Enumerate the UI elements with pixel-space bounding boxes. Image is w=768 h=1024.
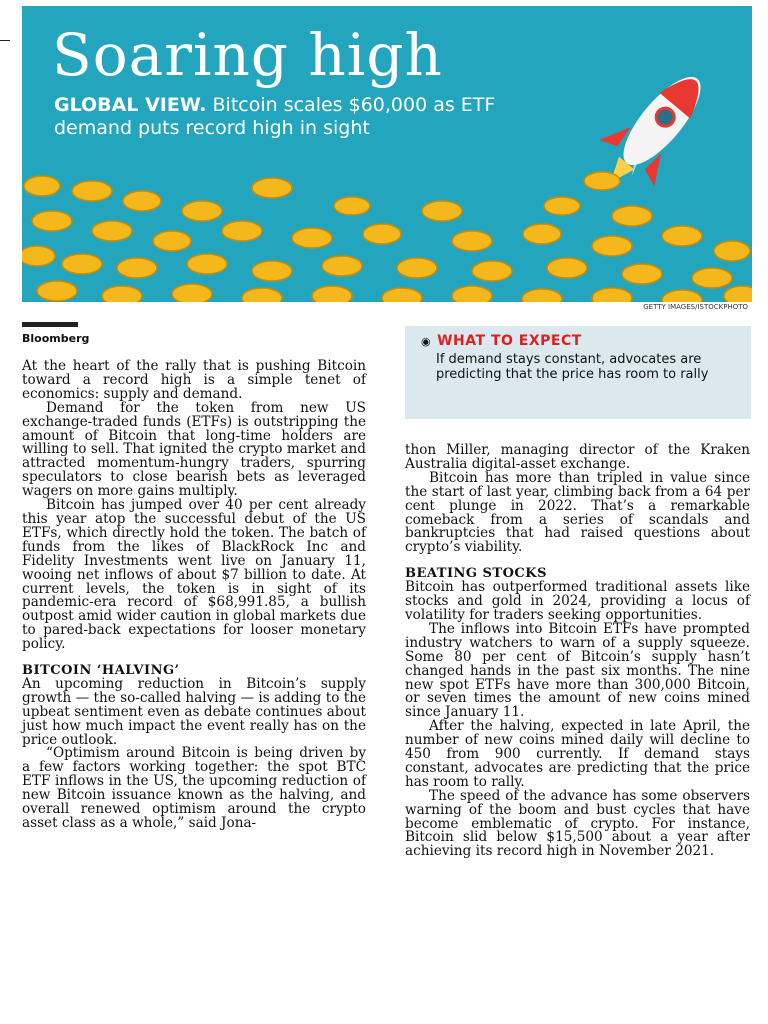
- what-to-expect-text: If demand stays constant, advocates are predicting that the price has room to rally: [436, 352, 709, 382]
- headline: Soaring high: [52, 21, 443, 89]
- deck-kicker: GLOBAL VIEW.: [54, 94, 207, 116]
- subhead-halving: BITCOIN ‘HALVING’: [22, 663, 180, 679]
- article-column-1: [22, 360, 366, 831]
- what-to-expect-title: [421, 333, 582, 349]
- deck-text: Bitcoin scales $60,000 as ETF demand puts record high in sight: [54, 94, 496, 139]
- paragraph: Demand for the token from new US exchange-traded funds (ETFs) is outstripping the amount of Bitcoin that long-time holders are willing to sell. That ignited the crypto market and attracted momentum-hungry traders, spurring speculators to close bearish bets as leveraged wagers on more gains multiply.: [22, 399, 366, 500]
- page-edge-mark: [0, 40, 10, 41]
- paragraph: After the halving, expected in late April, the number of new coins mined daily will decline to 450 from 900 currently. If demand stays constant, advocates are predicting that the price has room to rally.: [405, 718, 750, 790]
- hero-banner: [22, 6, 752, 302]
- what-to-expect-label: WHAT TO EXPECT: [437, 333, 582, 349]
- subhead-beating-stocks: BEATING STOCKS: [405, 566, 547, 582]
- what-to-expect-box: [405, 326, 751, 419]
- paragraph: The inflows into Bitcoin ETFs have prompted industry watchers to warn of a supply squeeze. Some 80 per cent of Bitcoin’s supply hasn’t changed hands in the past six months. The nine new spot ETFs have more than 300,000 Bitcoin, or seven times the amount of new coins mined since January 11.: [405, 620, 750, 721]
- paragraph: Bitcoin has outperformed traditional assets like stocks and gold in 2024, providing a locus of volatility for traders seeking opportunities.: [405, 579, 750, 623]
- byline-rule: [22, 322, 78, 327]
- deck: [54, 94, 524, 140]
- paragraph: At the heart of the rally that is pushing Bitcoin toward a record high is a simple tenet of economics: supply and demand.: [22, 358, 366, 402]
- bullet-icon: ◉: [421, 335, 432, 348]
- paragraph: Bitcoin has more than tripled in value since the start of last year, climbing back from a 64 per cent plunge in 2022. That’s a remarkable comeback from a series of scandals and bankruptcies that had raised questions about crypto’s viability.: [405, 469, 750, 556]
- paragraph: Bitcoin has jumped over 40 per cent already this year atop the successful debut of the US ETFs, which directly hold the token. The batch of funds from the likes of BlackRock Inc and Fidelity Investments went live on January 11, wooing net inflows of about $7 billion to date. At current levels, the token is in sight of its pandemic-era record of $68,991.85, a bullish outpost amid wider caution in global markets due to pared-back expectations for looser monetary policy.: [22, 497, 366, 653]
- paragraph: The speed of the advance has some observers warning of the boom and bust cycles that have become emblematic of crypto. For instance, Bitcoin slid below $15,500 about a year after achieving its record high in November 2021.: [405, 787, 750, 860]
- paragraph: “Optimism around Bitcoin is being driven by a few factors working together: the spot BTC ETF inflows in the US, the upcoming reduction of new Bitcoin issuance known as the halving, and overall renewed optimism around the crypto asset class as a whole,” said Jona-: [22, 745, 366, 831]
- byline: Bloomberg: [22, 332, 90, 345]
- article-column-2: [405, 444, 750, 859]
- paragraph: thon Miller, managing director of the Kraken Australia digital-asset exchange.: [405, 442, 750, 472]
- photo-credit: GETTY IMAGES/ISTOCKPHOTO: [643, 303, 748, 311]
- paragraph: An upcoming reduction in Bitcoin’s supply growth — the so-called halving — is adding to the upbeat sentiment even as debate continues about just how much impact the event really has on the price outlook.: [22, 675, 366, 748]
